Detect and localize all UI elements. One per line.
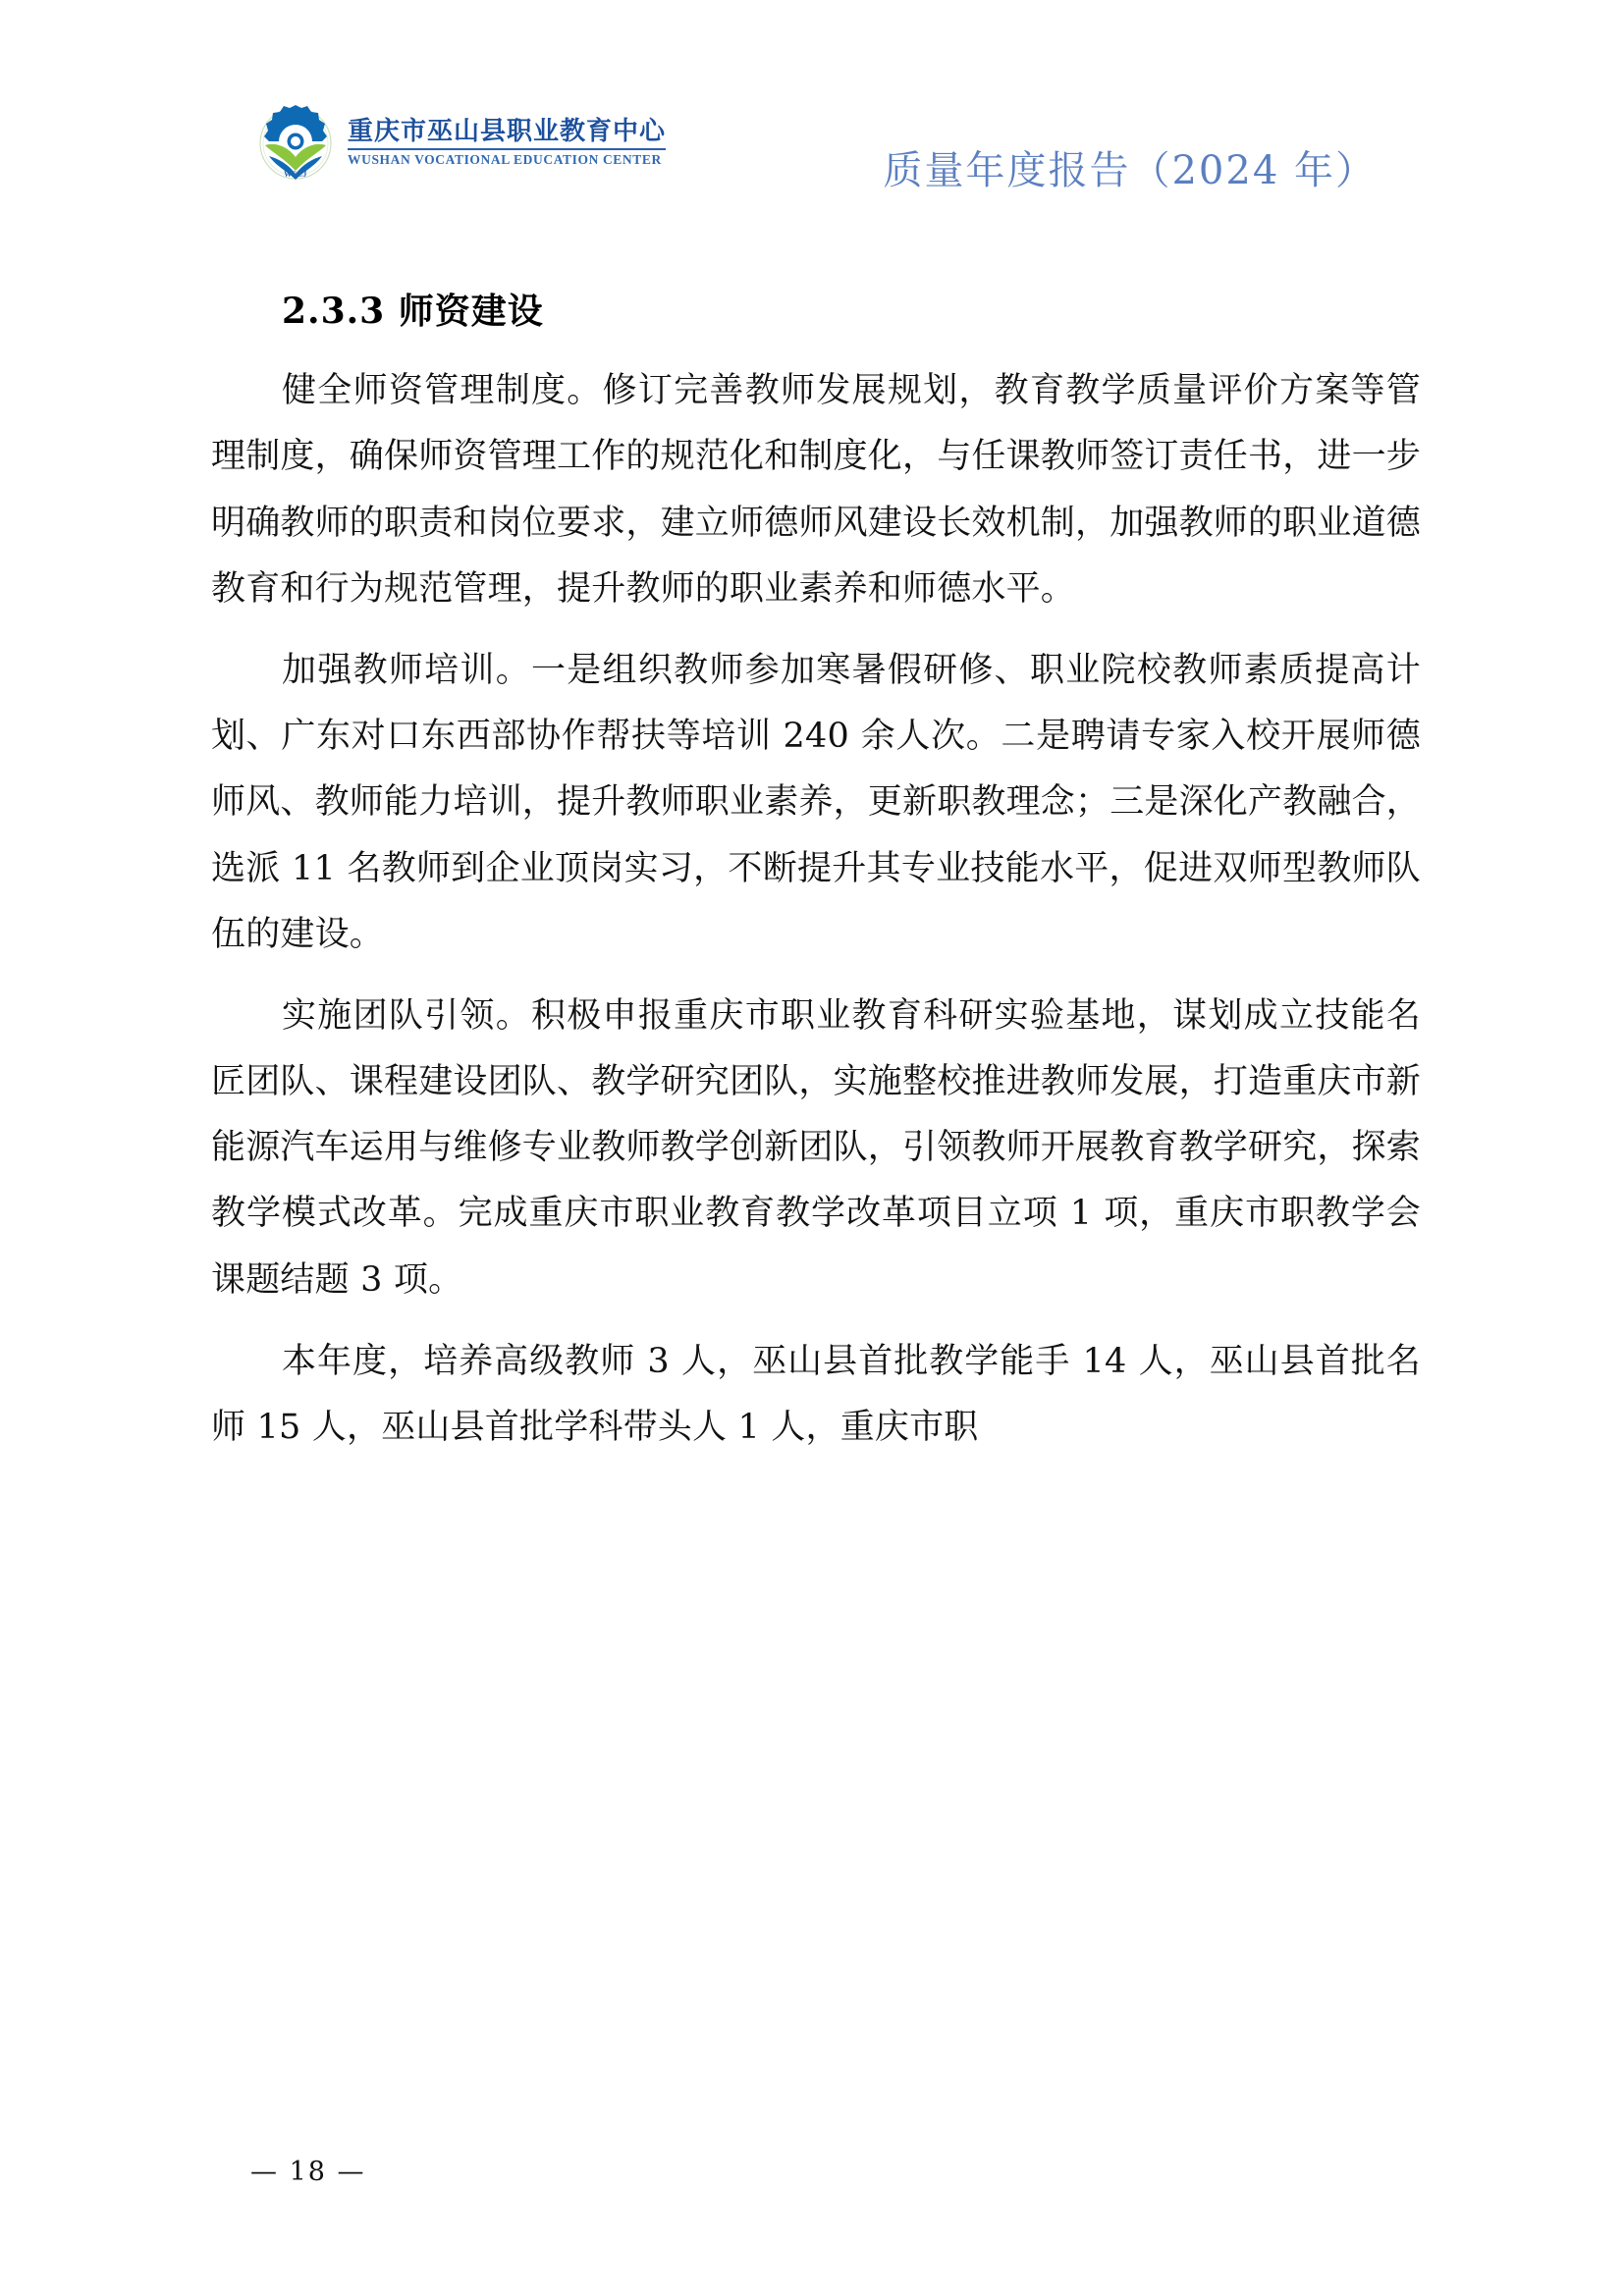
page-number: — 18 — — [250, 2157, 366, 2187]
body-paragraph: 实施团队引领。积极申报重庆市职业教育科研实验基地，谋划成立技能名匠团队、课程建设团队、教学研究团队，实施整校推进教师发展，打造重庆市新能源汽车运用与维修专业教师教学创新团队，引领教师开展教育教学研究，探索教学模式改革。完成重庆市职业教育教学改革项目立项 1 项，重庆市职教学会课题结题 3 项。 — [211, 995, 1422, 1300]
report-title-header: 质量年度报告（2024 年） — [883, 148, 1377, 193]
school-name-chinese: 重庆市巫山县职业教育中心 — [348, 116, 667, 146]
logo-divider — [348, 148, 666, 150]
body-paragraph: 健全师资管理制度。修订完善教师发展规划，教育教学质量评价方案等管理制度，确保师资管理工作的规范化和制度化，与任课教师签订责任书，进一步明确教师的职责和岗位要求，建立师德师风建设长效机制，加强教师的职业道德教育和行为规范管理，提升教师的职业素养和师德水平。 — [211, 371, 1422, 609]
body-paragraph: 本年度，培养高级教师 3 人，巫山县首批教学能手 14 人，巫山县首批名师 15 人，巫山县首批学科带头人 1 人，重庆市职 — [211, 1341, 1421, 1447]
school-logo-text — [348, 115, 666, 168]
page-header — [0, 0, 1624, 226]
body-paragraph: 加强教师培训。一是组织教师参加寒暑假研修、职业院校教师素质提高计划、广东对口东西部协作帮扶等培训 240 余人次。二是聘请专家入校开展师德师风、教师能力培训，提升教师职业素养，更新职教理念；三是深化产教融合，选派 11 名教师到企业顶岗实习，不断提升其专业技能水平，促进双师型教师队伍的建设。 — [211, 650, 1422, 954]
school-logo — [257, 102, 666, 181]
section-heading: 2.3.3 师资建设 — [282, 291, 544, 332]
gear-book-emblem-icon — [257, 102, 334, 181]
school-name-english: WUSHAN VOCATIONAL EDUCATION CENTER — [348, 152, 662, 168]
page-content — [211, 291, 1421, 1461]
page-footer — [0, 2070, 1624, 2296]
svg-text:WSZJ: WSZJ — [284, 170, 307, 179]
